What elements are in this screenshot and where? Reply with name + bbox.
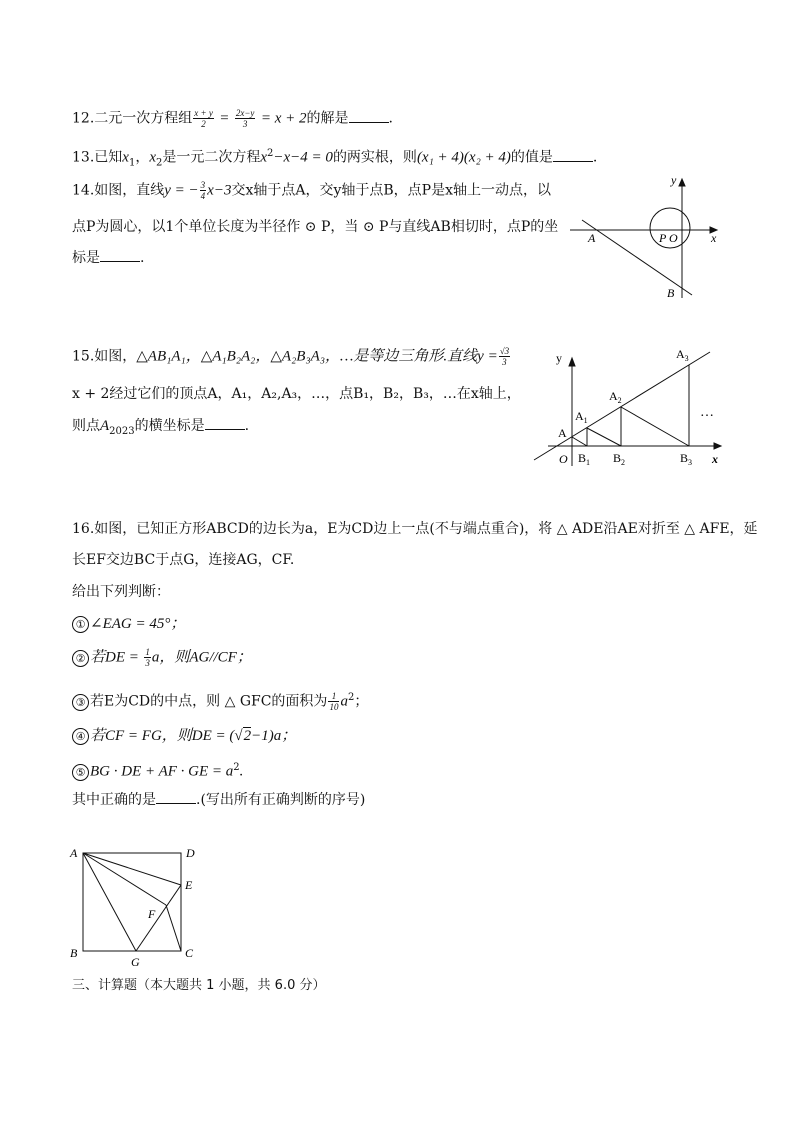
q16-option-1 xyxy=(72,614,185,634)
q16-option-1-text: ∠EAG = 45°； xyxy=(90,616,186,632)
fig14-label-y: y xyxy=(671,173,677,187)
section-3-heading: 三、计算题（本大题共 1 小题，共 6.0 分） xyxy=(72,978,326,993)
q16-option-1-number: ① xyxy=(72,616,89,633)
q16-option-4-a: 若CF = FG，则DE = ( xyxy=(90,728,235,744)
answer-blank-15[interactable] xyxy=(205,417,245,430)
fig14-label-o: O xyxy=(669,231,678,245)
q16-option-2-fraction: $\frac{1}{3}$ xyxy=(145,647,150,668)
q16-option-3-pow: 2 xyxy=(347,692,355,703)
question-15-line-2: x + 2经过它们的顶点A，A₁，A₂,A₃，…，点B₁，B₂，B₃，…在x轴上， xyxy=(72,386,521,402)
q12-suffix: 的解是 xyxy=(306,110,349,127)
fig14-y-arrow xyxy=(679,179,685,186)
q14-fraction: $\frac{3}{4}$ xyxy=(200,180,206,201)
q15-fraction: $\frac{√3}{3}$ xyxy=(499,346,510,367)
q16-option-3-number: ③ xyxy=(72,694,89,711)
q14-y: y = − xyxy=(164,182,199,199)
q12-prefix: 12.二元一次方程组 xyxy=(72,110,193,127)
question-15-line-1 xyxy=(72,346,511,367)
q15-y: y = xyxy=(477,348,498,365)
q15-line-3-c: 的横坐标是 xyxy=(134,418,205,434)
figure-15 xyxy=(528,338,728,473)
fig15-line xyxy=(534,352,710,460)
q13-sub1: 1 xyxy=(128,157,136,169)
fig15-label-a3: $A_3$ xyxy=(676,347,689,363)
q12-equals: = xyxy=(219,110,230,127)
fig14-label-x: x xyxy=(711,231,717,245)
q16-option-5-pow: 2 xyxy=(233,762,240,773)
q16-option-4-b: −1)a； xyxy=(251,728,297,744)
q14-prefix: 14.如图，直线 xyxy=(72,182,165,199)
question-16-line-1: 16.如图，已知正方形ABCD的边长为a，E为CD边上一点(不与端点重合)，将 △ ADE沿AE对折至 △ AFE，延 xyxy=(72,521,758,537)
q13-sub2: 2 xyxy=(155,157,163,169)
q16-option-2-a: 若DE = xyxy=(90,649,139,666)
fig15-edge-a2-b3 xyxy=(621,407,689,446)
question-12 xyxy=(72,108,393,129)
q14-x-term: x−3 xyxy=(207,182,232,199)
q15-line-3-a: 则点 xyxy=(72,418,100,434)
q13-x1: x xyxy=(122,149,129,166)
question-13 xyxy=(72,144,597,173)
q15-prefix: 15.如图， xyxy=(72,348,137,365)
fig14-label-b: B xyxy=(667,286,675,300)
q16-option-4 xyxy=(72,726,296,746)
q15-a-subscript: 2023 xyxy=(109,425,135,437)
fig15-label-a: A xyxy=(558,426,567,440)
fig16-label-c: C xyxy=(185,946,194,960)
q16-option-4-number: ④ xyxy=(72,728,89,745)
fig14-label-p: P xyxy=(659,231,667,245)
q12-rest: = x + 2 xyxy=(260,110,307,127)
fig16-label-b: B xyxy=(70,946,78,960)
question-14-line-2: 点P为圆心，以1个单位长度为半径作 ⊙ P，当 ⊙ P与直线AB相切时，点P的坐 xyxy=(72,219,559,235)
q14-end: . xyxy=(140,250,145,266)
fig16-label-d: D xyxy=(186,846,195,860)
fig15-y-arrow xyxy=(569,358,575,366)
fig16-label-a: A xyxy=(70,846,78,860)
fig15-edge-a1-b2 xyxy=(587,428,621,446)
fig15-label-x: x xyxy=(712,452,718,466)
q16-option-2-number: ② xyxy=(72,650,89,667)
q16-answer-hint: .(写出所有正确判断的序号) xyxy=(196,792,366,808)
answer-blank-16[interactable] xyxy=(156,791,196,804)
question-16-line-3: 给出下列判断： xyxy=(72,584,170,600)
q16-option-3-fraction: $\frac{1}{10}$ xyxy=(329,691,339,713)
q16-answer-prompt: 其中正确的是 xyxy=(72,792,156,808)
q13-x2: x xyxy=(149,149,156,166)
q13-eq-a: x xyxy=(260,149,268,166)
fig16-square xyxy=(83,853,181,951)
answer-blank-13[interactable] xyxy=(553,149,593,162)
fig15-label-a2: $A_2$ xyxy=(609,389,622,405)
question-14-line-3 xyxy=(72,248,144,268)
q13-eq-b: −x−4 = 0 xyxy=(273,149,333,166)
q13-suffix: 的值是 xyxy=(510,149,553,166)
figure-16 xyxy=(66,842,206,972)
fig15-x-arrow xyxy=(714,443,721,449)
fig16-line-cf xyxy=(166,905,181,951)
fig15-label-b1: $B_1$ xyxy=(578,451,591,467)
q12-end: . xyxy=(388,110,393,127)
q13-prefix: 13.已知 xyxy=(72,149,123,166)
q15-end: . xyxy=(244,418,250,434)
fig14-label-a: A xyxy=(588,231,596,245)
sqrt-sign: √ xyxy=(234,728,243,744)
question-16-line-4 xyxy=(72,790,365,810)
figure-14 xyxy=(560,170,730,305)
q14-line-3-text: 标是 xyxy=(72,250,100,266)
q12-fraction-2: $\frac{2x-y}{3}$ xyxy=(235,108,255,129)
q13-end: . xyxy=(592,149,598,166)
q16-option-3-c: ； xyxy=(354,693,369,710)
q16-option-3 xyxy=(72,688,368,712)
q13-comma: ， xyxy=(135,149,150,166)
question-15-line-3 xyxy=(72,416,249,442)
fig16-line-af xyxy=(83,853,166,905)
q16-option-5-b: . xyxy=(239,763,244,780)
q13-expression: (x₁ + 4)(x₂ + 4) xyxy=(416,149,511,166)
question-14-line-1 xyxy=(72,180,551,201)
fig16-line-eg xyxy=(136,885,181,951)
answer-blank-14[interactable] xyxy=(100,249,140,262)
fig15-label-b3: $B_3$ xyxy=(680,451,693,467)
q13-mid2: 的两实根，则 xyxy=(332,149,417,166)
q12-fraction-1: $\frac{x + y}{2}$ xyxy=(194,108,213,129)
fig16-label-g: G xyxy=(131,955,140,969)
q16-option-2 xyxy=(72,647,252,668)
fig15-edge-a-b1 xyxy=(572,437,587,446)
fig15-label-b2: $B_2$ xyxy=(613,451,626,467)
q16-option-5 xyxy=(72,758,243,782)
q13-eq-pow: 2 xyxy=(267,148,274,159)
question-16-line-2: 长EF交边BC于点G，连接AG，CF. xyxy=(72,552,295,568)
q15-a-point: A xyxy=(100,418,110,434)
fig15-label-a1: $A_1$ xyxy=(575,409,588,425)
q14-line-1-rest: 交x轴于点A，交y轴于点B，点P是x轴上一动点，以 xyxy=(231,182,551,199)
q16-option-3-a: 若E为CD的中点，则 △ GFC的面积为 xyxy=(90,693,328,710)
fig15-label-o: O xyxy=(559,452,568,466)
fig16-label-e: E xyxy=(185,878,193,892)
q15-triangles: △AB₁A₁，△A₁B₂A₂，△A₂B₃A₃，…是等边三角形.直线 xyxy=(136,348,478,365)
q13-mid: 是一元二次方程 xyxy=(162,149,261,166)
q16-option-2-b: a，则AG//CF； xyxy=(151,649,252,666)
q16-option-3-b: a xyxy=(340,693,348,710)
q16-option-4-root: 2 xyxy=(243,728,252,744)
answer-blank-12[interactable] xyxy=(349,110,389,123)
q16-option-5-a: BG · DE + AF · GE = a xyxy=(90,763,234,780)
fig16-label-f: F xyxy=(148,907,156,921)
fig15-label-y: y xyxy=(556,351,562,365)
q16-option-5-number: ⑤ xyxy=(72,764,89,781)
fig15-ellipsis: … xyxy=(700,405,714,420)
